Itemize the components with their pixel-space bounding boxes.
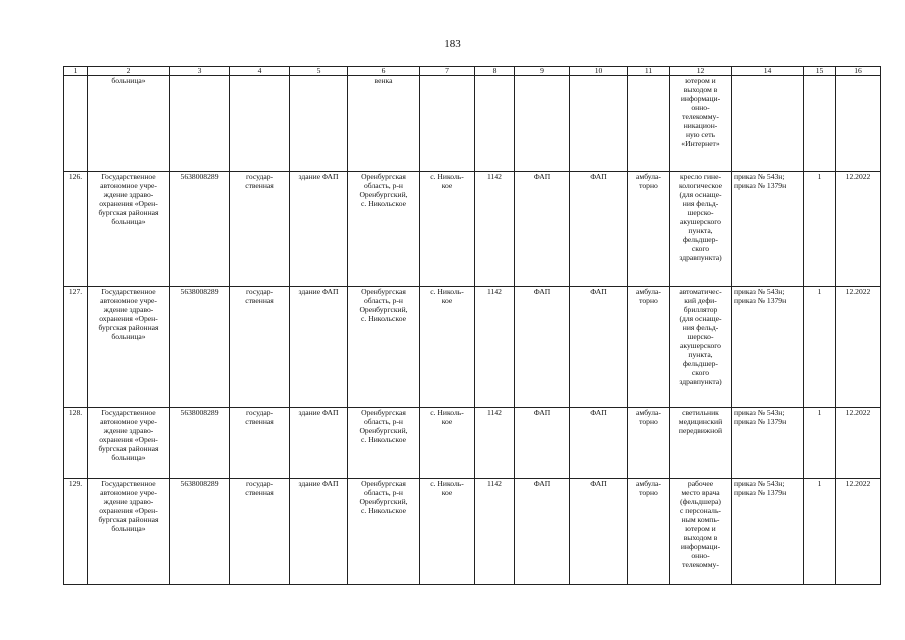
cell-organization: Государственное автономное учре- ждение здраво- охранения «Орен- бургская районная больница» — [88, 479, 170, 585]
cell-quantity: 1 — [804, 172, 836, 287]
cell-unit-type: ФАП — [515, 479, 570, 585]
cell-ownership: государ- ственная — [230, 287, 290, 408]
cell-equipment: автоматичес- кий дефи- бриллятор (для оснаще- ния фельд- шерско- акушерского пункта, фельдшер- ского здравпункта) — [670, 287, 732, 408]
cell-order: приказ № 543н; приказ № 1379н — [732, 408, 804, 479]
cell-code: 1142 — [475, 287, 515, 408]
column-number: 2 — [88, 67, 170, 76]
cell-quantity: 1 — [804, 408, 836, 479]
cell-address: Оренбургская область, р-н Оренбургский, с. Никольское — [348, 287, 420, 408]
column-number: 16 — [836, 67, 881, 76]
table-row — [64, 172, 881, 287]
cell-settlement: с. Николь- кое — [420, 408, 475, 479]
cell-ownership: государ- ственная — [230, 479, 290, 585]
cell-unit-type-2: ФАП — [570, 479, 628, 585]
cell-organization: Государственное автономное учре- ждение здраво- охранения «Орен- бургская районная больница» — [88, 408, 170, 479]
cell-settlement: с. Николь- кое — [420, 479, 475, 585]
column-number: 14 — [732, 67, 804, 76]
column-number: 4 — [230, 67, 290, 76]
cell-equipment: светильник медицинский передвижной — [670, 408, 732, 479]
column-number: 1 — [64, 67, 88, 76]
cell-code: 1142 — [475, 172, 515, 287]
table-row — [64, 76, 881, 172]
cell-date: 12.2022 — [836, 408, 881, 479]
column-number-row — [64, 67, 881, 76]
cell-equipment: кресло гине- кологическое (для оснаще- ния фельд- шерско- акушерского пункта, фельдшер- ского здравпункта) — [670, 172, 732, 287]
cell-address: венка — [348, 76, 420, 172]
cell-care-form: амбула- торно — [628, 172, 670, 287]
cell-date — [836, 76, 881, 172]
cell-quantity: 1 — [804, 479, 836, 585]
cell-date: 12.2022 — [836, 287, 881, 408]
cell-unit-type: ФАП — [515, 172, 570, 287]
cell-index: 127. — [64, 287, 88, 408]
cell-unit-type — [515, 76, 570, 172]
cell-order: приказ № 543н; приказ № 1379н — [732, 479, 804, 585]
column-number: 3 — [170, 67, 230, 76]
cell-order: приказ № 543н; приказ № 1379н — [732, 172, 804, 287]
table-row — [64, 287, 881, 408]
cell-code: 1142 — [475, 408, 515, 479]
cell-equipment: ютером и выходом в информаци- онно- телекомму- никацион- ную сеть «Интернет» — [670, 76, 732, 172]
cell-address: Оренбургская область, р-н Оренбургский, с. Никольское — [348, 172, 420, 287]
cell-index: 126. — [64, 172, 88, 287]
column-number: 11 — [628, 67, 670, 76]
cell-ownership: государ- ственная — [230, 408, 290, 479]
cell-unit-type: ФАП — [515, 408, 570, 479]
cell-equipment: рабочее место врача (фельдшера) с персональ- ным компь- ютером и выходом в информаци- онно- телекомму- — [670, 479, 732, 585]
cell-unit-type-2: ФАП — [570, 287, 628, 408]
cell-care-form — [628, 76, 670, 172]
cell-ownership: государ- ственная — [230, 172, 290, 287]
page-number: 183 — [444, 38, 461, 50]
column-number: 10 — [570, 67, 628, 76]
cell-inn: 5638008289 — [170, 479, 230, 585]
cell-date: 12.2022 — [836, 172, 881, 287]
column-number: 6 — [348, 67, 420, 76]
column-number: 8 — [475, 67, 515, 76]
cell-building: здание ФАП — [290, 408, 348, 479]
cell-inn: 5638008289 — [170, 172, 230, 287]
cell-building — [290, 76, 348, 172]
cell-settlement: с. Николь- кое — [420, 172, 475, 287]
column-number: 7 — [420, 67, 475, 76]
cell-code — [475, 76, 515, 172]
cell-ownership — [230, 76, 290, 172]
registry-table — [63, 66, 881, 585]
cell-order: приказ № 543н; приказ № 1379н — [732, 287, 804, 408]
cell-index: 129. — [64, 479, 88, 585]
table-row — [64, 408, 881, 479]
cell-organization: больница» — [88, 76, 170, 172]
column-number: 5 — [290, 67, 348, 76]
cell-index: 128. — [64, 408, 88, 479]
cell-quantity: 1 — [804, 287, 836, 408]
cell-care-form: амбула- торно — [628, 479, 670, 585]
cell-address: Оренбургская область, р-н Оренбургский, с. Никольское — [348, 408, 420, 479]
cell-quantity — [804, 76, 836, 172]
cell-index — [64, 76, 88, 172]
table-row — [64, 479, 881, 585]
cell-date: 12.2022 — [836, 479, 881, 585]
cell-unit-type: ФАП — [515, 287, 570, 408]
column-number: 9 — [515, 67, 570, 76]
column-number: 15 — [804, 67, 836, 76]
cell-organization: Государственное автономное учре- ждение здраво- охранения «Орен- бургская районная больница» — [88, 287, 170, 408]
cell-unit-type-2: ФАП — [570, 172, 628, 287]
cell-inn: 5638008289 — [170, 287, 230, 408]
cell-building: здание ФАП — [290, 287, 348, 408]
cell-order — [732, 76, 804, 172]
cell-address: Оренбургская область, р-н Оренбургский, с. Никольское — [348, 479, 420, 585]
cell-unit-type-2 — [570, 76, 628, 172]
cell-inn — [170, 76, 230, 172]
column-number: 12 — [670, 67, 732, 76]
cell-settlement: с. Николь- кое — [420, 287, 475, 408]
cell-organization: Государственное автономное учре- ждение здраво- охранения «Орен- бургская районная больница» — [88, 172, 170, 287]
cell-care-form: амбула- торно — [628, 287, 670, 408]
cell-settlement — [420, 76, 475, 172]
cell-unit-type-2: ФАП — [570, 408, 628, 479]
cell-code: 1142 — [475, 479, 515, 585]
cell-care-form: амбула- торно — [628, 408, 670, 479]
cell-building: здание ФАП — [290, 479, 348, 585]
cell-building: здание ФАП — [290, 172, 348, 287]
cell-inn: 5638008289 — [170, 408, 230, 479]
